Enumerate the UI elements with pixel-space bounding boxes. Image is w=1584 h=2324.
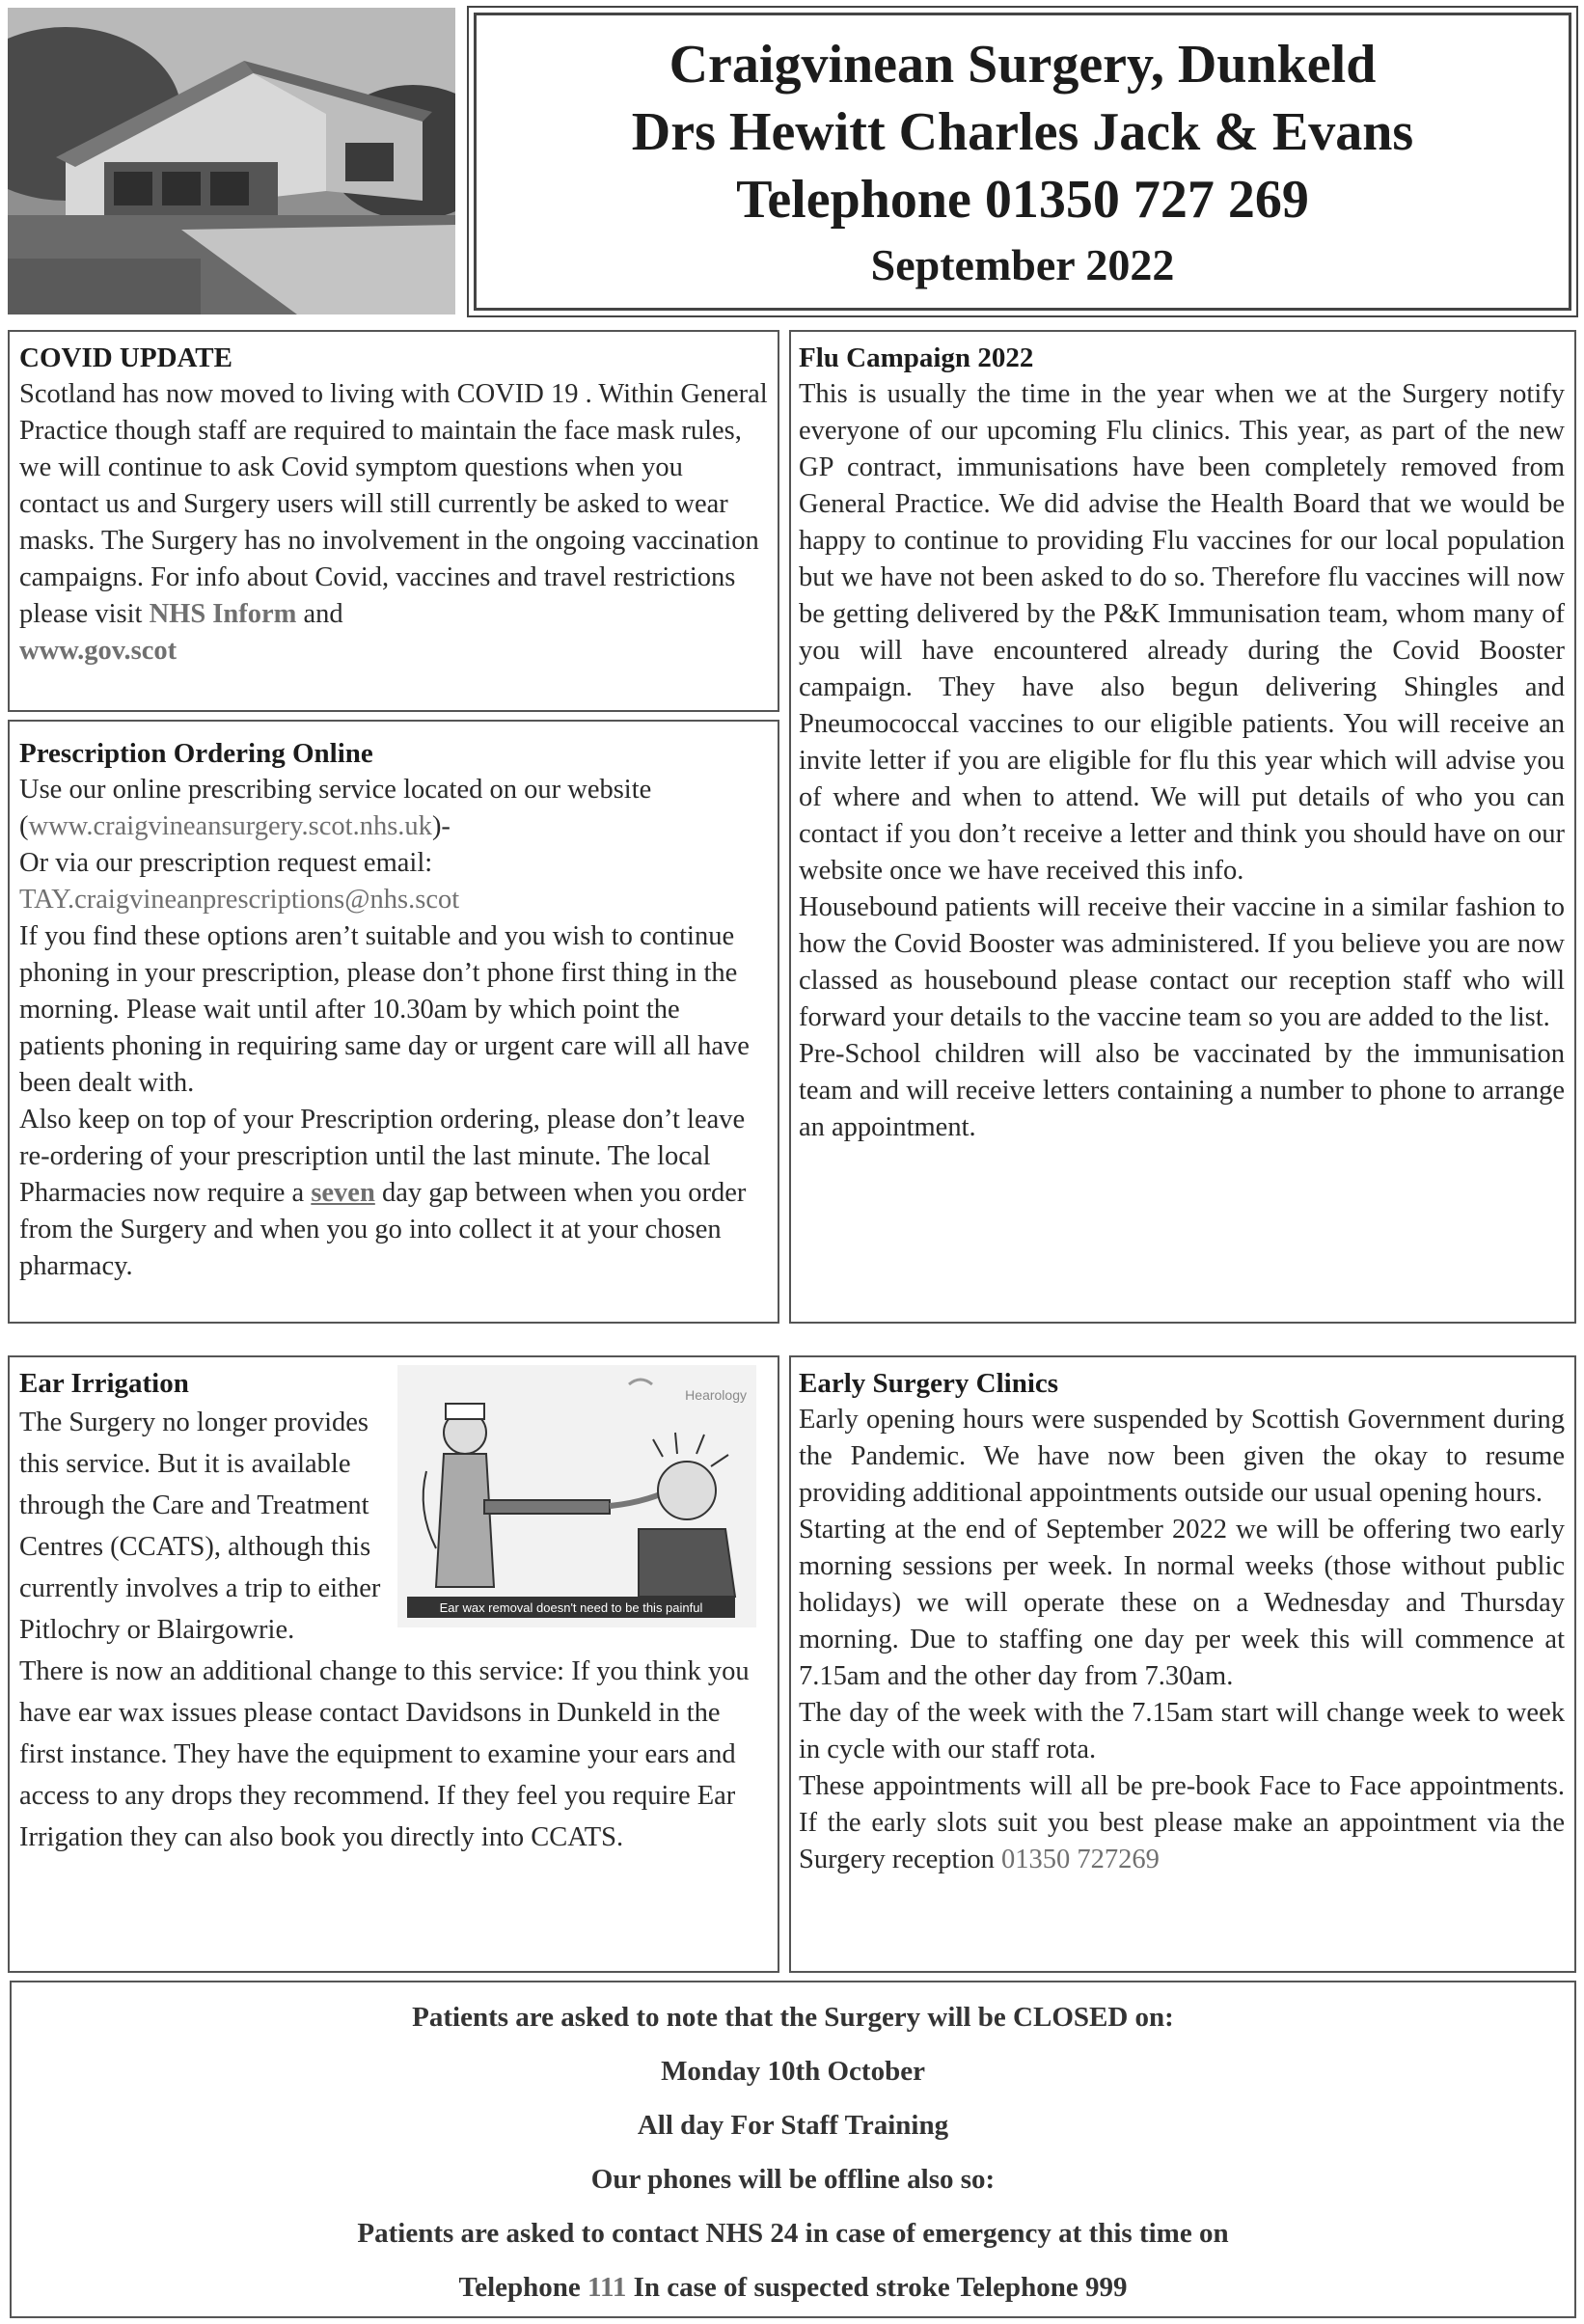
early-surgery-clinics-section — [789, 1355, 1576, 1973]
flu-preschool-paragraph: Pre-School children will also be vaccinated by the immunisation team and will receive letters containing a number to phone to arrange an appointment. — [799, 1039, 1565, 1142]
reception-phone-number[interactable]: 01350 727269 — [1001, 1845, 1160, 1874]
covid-update-section — [8, 330, 779, 712]
prescription-email-label: Or via our prescription request email: — [19, 848, 433, 878]
doctors-names: Drs Hewitt Charles Jack & Evans — [631, 102, 1414, 162]
hearology-logo: Hearology — [685, 1387, 747, 1403]
surgery-name: Craigvinean Surgery, Dunkeld — [669, 35, 1377, 95]
closure-date: Monday 10th October — [661, 2056, 925, 2087]
ear-wax-cartoon — [397, 1365, 756, 1627]
seven-days-emphasis: seven — [311, 1178, 375, 1208]
prescription-ordering-section — [8, 720, 779, 1324]
surgery-telephone: Telephone 01350 727 269 — [736, 170, 1309, 230]
covid-and-text: and — [296, 599, 343, 629]
newsletter-title-box — [467, 6, 1578, 317]
closure-reason: All day For Staff Training — [637, 2110, 949, 2141]
flu-paragraph-1: This is usually the time in the year when we at the Surgery notify everyone of our upcoming Flu clinics. This year, as part of the new GP contract, immunisations have been completely removed from General Practice. We did advise the Health Board that we would be happy to continue to providing Flu vaccines for our local population but we have not been asked to do so. Therefore flu vaccines will now be getting delivered by the P&K Immunisation team, whom many of you will have encountered already during the Covid Booster campaign. They have also begun delivering Shingles and Pneumococcal vaccines to our eligible patients. You will receive an invite letter if you are eligible for flu this year which will advise you of where and when to attend. We will put details of who you can contact if you don’t receive a letter and think you should have on our website once we have received this info. — [799, 379, 1565, 886]
prescription-reorder-paragraph — [19, 1102, 768, 1285]
surgery-building-photo — [8, 8, 455, 314]
covid-heading: COVID UPDATE — [19, 342, 232, 373]
closure-line-1: Patients are asked to note that the Surgery will be CLOSED on: — [412, 2002, 1174, 2033]
early-paragraph-4-text: These appointments will all be pre-book Face to Face appointments. If the early slots suit you best please make an appointment via the Surgery reception — [799, 1771, 1565, 1874]
prescription-intro — [19, 772, 768, 918]
early-paragraph-3: The day of the week with the 7.15am start will change week to week in cycle with our staff rota. — [799, 1698, 1565, 1764]
surgery-website-link[interactable]: www.craigvineansurgery.scot.nhs.uk — [28, 811, 432, 841]
early-heading: Early Surgery Clinics — [799, 1368, 1059, 1399]
surgery-building-illustration — [8, 8, 455, 314]
gov-scot-link[interactable]: www.gov.scot — [19, 636, 178, 666]
prescription-reorder-end: day gap between when you order from the Surgery and when you go into collect it at your chosen pharmacy. — [19, 1178, 747, 1281]
ear-paragraph-2: There is now an additional change to this service: If you think you have ear wax issues please contact Davidsons in Dunkeld in the first instance. They have the equipment to examine your ears and access to any drops they recommend. If they feel you require Ear Irrigation they can also book you directly into CCATS. — [19, 1656, 750, 1852]
ear-irrigation-section — [8, 1355, 779, 1973]
closure-phones-offline: Our phones will be offline also so: — [590, 2164, 996, 2195]
prescription-intro-text: Use our online prescribing service located on our website ( — [19, 775, 652, 841]
cartoon-caption: Ear wax removal doesn't need to be this painful — [439, 1600, 703, 1615]
covid-body-text: Scotland has now moved to living with COVID 19 . Within General Practice though staff are required to maintain the face mask rules, we will continue to ask Covid symptom questions when you contact us and Surgery users will still currently be asked to wear masks. The Surgery has no involvement in the ongoing vaccination campaigns. For info about Covid, vaccines and travel restrictions please visit — [19, 379, 768, 629]
flu-heading: Flu Campaign 2022 — [799, 342, 1034, 373]
early-paragraph-2: Starting at the end of September 2022 we will be offering two early morning sessions per week. In normal weeks (those without public holidays) we will operate these on a Wednesday and Thursday morning. Due to staffing one day per week this will commence at 7.15am and the other day from 7.30am. — [799, 1515, 1565, 1691]
newsletter-date: September 2022 — [870, 240, 1175, 289]
prescription-email-link[interactable]: TAY.craigvineanprescriptions@nhs.scot — [19, 885, 460, 915]
early-paragraph-4 — [799, 1768, 1565, 1878]
closure-emergency-contact: Patients are asked to contact NHS 24 in case of emergency at this time on — [357, 2218, 1229, 2249]
flu-housebound-paragraph: Housebound patients will receive their vaccine in a similar fashion to how the Covid Booster was administered. If you believe you are now classed as housebound please contact our reception staff who will forward your details to the vaccine team so you are added to the list. — [799, 892, 1565, 1032]
prescription-intro-end: )- — [431, 811, 451, 841]
prescription-reorder-text: Also keep on top of your Prescription ordering, please don’t leave re-ordering of your prescription until the last minute. The local Pharmacies now require a — [19, 1105, 746, 1208]
prescription-heading: Prescription Ordering Online — [19, 738, 373, 769]
telephone-label: Telephone — [458, 2272, 588, 2303]
ear-heading: Ear Irrigation — [19, 1368, 189, 1399]
early-paragraph-1: Early opening hours were suspended by Scottish Government during the Pandemic. We have now been given the okay to resume providing additional appointments outside our usual opening hours. — [799, 1405, 1565, 1508]
stroke-telephone: In case of suspected stroke Telephone 999 — [626, 2272, 1128, 2303]
ear-paragraph-1: The Surgery no longer provides this service. But it is available through the Care and Treatment Centres (CCATS), although this currently involves a trip to either Pitlochry or Blairgowrie. — [19, 1408, 381, 1645]
ear-wax-cartoon-illustration — [397, 1365, 756, 1627]
closure-notice — [10, 1981, 1576, 2318]
covid-body — [19, 376, 768, 670]
closure-telephone-line — [12, 2260, 1574, 2314]
prescription-phone-paragraph: If you find these options aren’t suitable and you wish to continue phoning in your prescription, please don’t phone first thing in the morning. Please wait until after 10.30am by which point the patients phoning in requiring same day or urgent care will all have been dealt with. — [19, 921, 750, 1098]
nhs-inform-link[interactable]: NHS Inform — [149, 599, 297, 629]
nhs24-number[interactable]: 111 — [587, 2272, 627, 2303]
flu-campaign-section — [789, 330, 1576, 1324]
